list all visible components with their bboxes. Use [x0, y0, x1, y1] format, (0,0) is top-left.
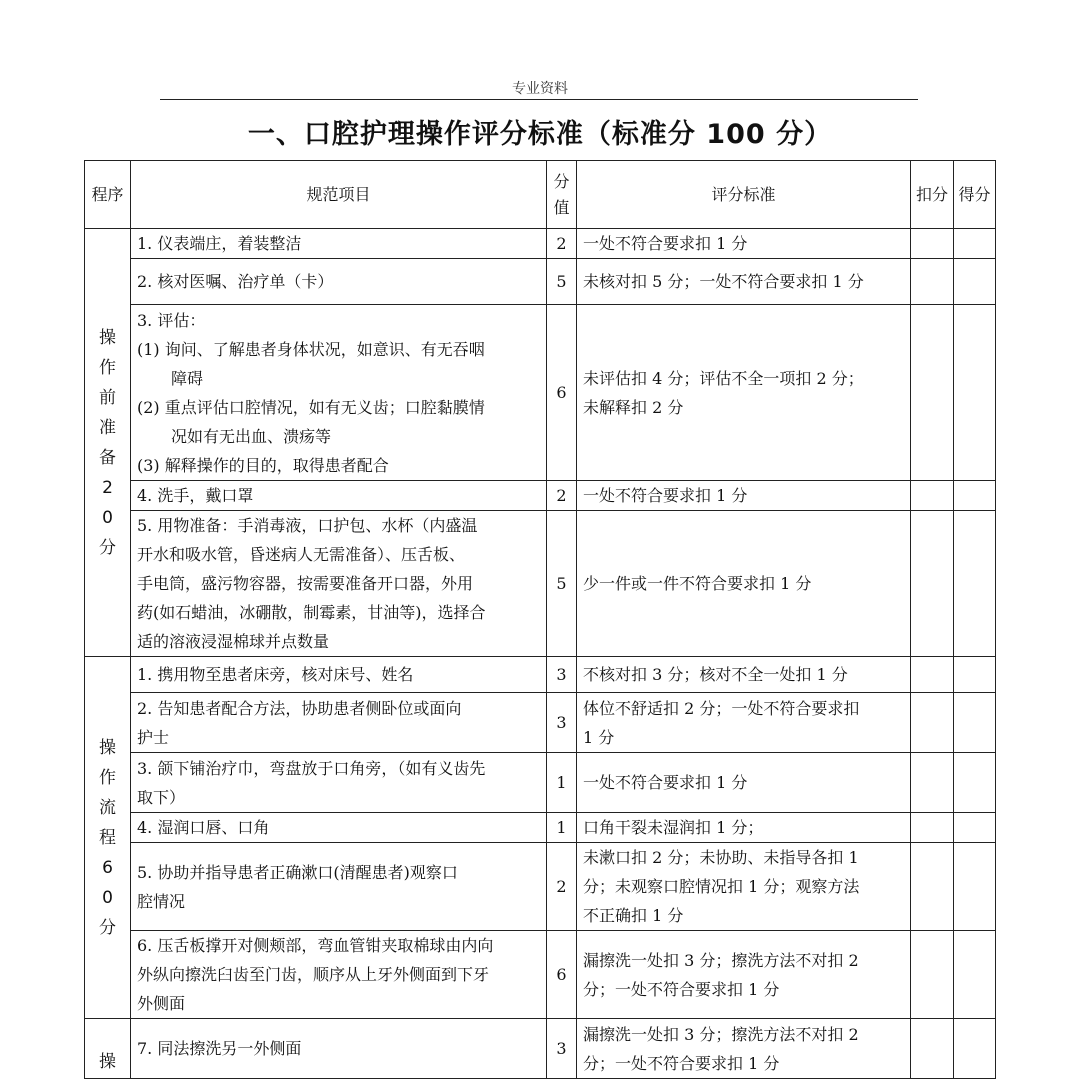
earned-cell[interactable] — [954, 657, 996, 693]
table-row — [85, 813, 996, 843]
score-cell: 3 — [547, 657, 577, 693]
criteria-text-line: 漏擦洗一处扣 3 分；擦洗方法不对扣 2 — [583, 1024, 859, 1044]
criteria-text-line: 口角干裂未湿润扣 1 分； — [583, 818, 764, 837]
item-text-line: 6. 压舌板撑开对侧颊部，弯血管钳夹取棉球由内向 — [137, 936, 494, 955]
earned-cell[interactable] — [954, 1019, 996, 1079]
item-text-line: 1. 携用物至患者床旁，核对床号、姓名 — [137, 665, 414, 684]
item-text-line: 外纵向擦洗臼齿至门齿，顺序从上牙外侧面到下牙 — [137, 965, 490, 984]
deduct-cell[interactable] — [911, 813, 954, 843]
table-header-row — [85, 161, 996, 229]
table-row — [85, 931, 996, 1019]
criteria-cell — [577, 657, 911, 693]
score-cell: 5 — [547, 259, 577, 305]
item-text-line: 4. 湿润口唇、口角 — [137, 818, 270, 837]
earned-cell[interactable] — [954, 511, 996, 657]
item-cell — [131, 481, 547, 511]
table-row — [85, 511, 996, 657]
criteria-text-line: 一处不符合要求扣 1 分 — [583, 234, 748, 253]
item-text-line: 4. 洗手，戴口罩 — [137, 486, 254, 505]
criteria-cell — [577, 931, 911, 1019]
criteria-text-line: 1 分 — [583, 727, 615, 747]
item-text-line: 适的溶液浸湿棉球并点数量 — [137, 632, 330, 651]
earned-cell[interactable] — [954, 813, 996, 843]
score-cell: 2 — [547, 229, 577, 259]
criteria-cell — [577, 259, 911, 305]
item-text-line: (2) 重点评估口腔情况，如有无义齿；口腔黏膜情 — [137, 397, 485, 417]
deduct-cell[interactable] — [911, 693, 954, 753]
deduct-cell[interactable] — [911, 511, 954, 657]
header-score-text: 分值 — [553, 171, 570, 217]
deduct-cell[interactable] — [911, 843, 954, 931]
header-deduct: 扣分 — [911, 161, 954, 229]
criteria-text-line: 未漱口扣 2 分；未协助、未指导各扣 1 — [583, 848, 859, 867]
item-text-line: 5. 协助并指导患者正确漱口(清醒患者)观察口 — [137, 862, 458, 882]
header-divider — [160, 99, 918, 100]
deduct-cell[interactable] — [911, 481, 954, 511]
item-text-line: (3) 解释操作的目的，取得患者配合 — [137, 455, 389, 475]
table-body — [85, 229, 996, 1079]
criteria-text-line: 分；一处不符合要求扣 1 分 — [583, 1053, 780, 1073]
stage-cell — [85, 229, 131, 657]
earned-cell[interactable] — [954, 305, 996, 481]
item-text-line: 2. 告知患者配合方法，协助患者侧卧位或面向 — [137, 698, 462, 718]
criteria-text-line: 不正确扣 1 分 — [583, 906, 684, 925]
item-text-line: 7. 同法擦洗另一外侧面 — [137, 1039, 302, 1058]
item-text-line: 1. 仪表端庄，着装整洁 — [137, 234, 302, 253]
item-cell — [131, 753, 547, 813]
criteria-cell — [577, 693, 911, 753]
item-cell — [131, 931, 547, 1019]
criteria-cell — [577, 305, 911, 481]
criteria-text-line: 少一件或一件不符合要求扣 1 分 — [583, 574, 812, 593]
item-cell — [131, 511, 547, 657]
item-text-line: 取下） — [137, 787, 186, 807]
table-row — [85, 843, 996, 931]
criteria-cell — [577, 229, 911, 259]
header-items: 规范项目 — [131, 161, 547, 229]
criteria-cell — [577, 843, 911, 931]
stage-cell — [85, 1019, 131, 1079]
item-text-line: 况如有无出血、溃疡等 — [171, 426, 332, 446]
item-text-line: 3. 评估： — [137, 310, 206, 330]
criteria-text-line: 分；一处不符合要求扣 1 分 — [583, 979, 780, 999]
deduct-cell[interactable] — [911, 305, 954, 481]
score-cell: 6 — [547, 305, 577, 481]
table-row — [85, 259, 996, 305]
item-text-line: 开水和吸水管，昏迷病人无需准备）、压舌板、 — [137, 545, 466, 564]
deduct-cell[interactable] — [911, 931, 954, 1019]
item-cell — [131, 259, 547, 305]
criteria-text-line: 漏擦洗一处扣 3 分；擦洗方法不对扣 2 — [583, 950, 859, 970]
table-row — [85, 753, 996, 813]
earned-cell[interactable] — [954, 693, 996, 753]
table-row — [85, 693, 996, 753]
criteria-text-line: 不核对扣 3 分；核对不全一处扣 1 分 — [583, 665, 848, 684]
criteria-cell — [577, 753, 911, 813]
earned-cell[interactable] — [954, 481, 996, 511]
item-cell — [131, 305, 547, 481]
criteria-text-line: 体位不舒适扣 2 分；一处不符合要求扣 — [583, 698, 860, 718]
criteria-cell — [577, 481, 911, 511]
score-cell: 2 — [547, 481, 577, 511]
page-header-label: 专业资料 — [512, 81, 568, 97]
criteria-text-line: 分；未观察口腔情况扣 1 分；观察方法 — [583, 877, 860, 896]
deduct-cell[interactable] — [911, 229, 954, 259]
deduct-cell[interactable] — [911, 657, 954, 693]
deduct-cell[interactable] — [911, 753, 954, 813]
earned-cell[interactable] — [954, 753, 996, 813]
criteria-cell — [577, 511, 911, 657]
item-cell — [131, 693, 547, 753]
score-cell: 1 — [547, 753, 577, 813]
score-cell: 5 — [547, 511, 577, 657]
item-cell — [131, 1019, 547, 1079]
item-text-line: 外侧面 — [137, 994, 186, 1013]
item-cell — [131, 813, 547, 843]
stage-label: 操作前准备20分 — [99, 327, 116, 558]
score-cell: 2 — [547, 843, 577, 931]
item-text-line: 3. 颌下铺治疗巾，弯盘放于口角旁，（如有义齿先 — [137, 758, 486, 778]
item-text-line: 手电筒，盛污物容器，按需要准备开口器，外用 — [137, 574, 474, 593]
score-cell: 1 — [547, 813, 577, 843]
criteria-cell — [577, 813, 911, 843]
header-procedure: 程序 — [85, 161, 131, 229]
item-text-line: 护士 — [137, 727, 170, 747]
item-text-line: 药(如石蜡油，冰硼散，制霉素，甘油等)，选择合 — [137, 603, 486, 622]
criteria-text-line: 未评估扣 4 分；评估不全一项扣 2 分； — [583, 368, 864, 388]
table-row — [85, 229, 996, 259]
criteria-text-line: 一处不符合要求扣 1 分 — [583, 486, 748, 505]
stage-label: 操 — [99, 1052, 116, 1072]
earned-cell[interactable] — [954, 931, 996, 1019]
item-text-line: 2. 核对医嘱、治疗单（卡） — [137, 272, 334, 291]
scoring-table — [84, 160, 996, 1079]
earned-cell[interactable] — [954, 843, 996, 931]
stage-cell — [85, 657, 131, 1019]
criteria-text-line: 一处不符合要求扣 1 分 — [583, 773, 748, 792]
stage-label: 操作流程60分 — [99, 737, 116, 938]
criteria-text-line: 未核对扣 5 分；一处不符合要求扣 1 分 — [583, 272, 864, 291]
earned-cell[interactable] — [954, 259, 996, 305]
item-text-line: 障碍 — [171, 368, 204, 388]
item-text-line: 腔情况 — [137, 891, 186, 911]
score-cell: 3 — [547, 1019, 577, 1079]
table-row — [85, 1019, 996, 1079]
header-criteria: 评分标准 — [577, 161, 911, 229]
earned-cell[interactable] — [954, 229, 996, 259]
table-row — [85, 481, 996, 511]
table-row — [85, 657, 996, 693]
table-row — [85, 305, 996, 481]
deduct-cell[interactable] — [911, 259, 954, 305]
document-title: 一、口腔护理操作评分标准（标准分 100 分） — [247, 119, 833, 150]
criteria-cell — [577, 1019, 911, 1079]
deduct-cell[interactable] — [911, 1019, 954, 1079]
header-earned: 得分 — [954, 161, 996, 229]
header-score — [547, 161, 577, 229]
item-cell — [131, 229, 547, 259]
score-cell: 3 — [547, 693, 577, 753]
item-cell — [131, 843, 547, 931]
item-text-line: 5. 用物准备：手消毒液，口护包、水杯（内盛温 — [137, 516, 478, 535]
item-cell — [131, 657, 547, 693]
item-text-line: (1) 询问、了解患者身体状况，如意识、有无吞咽 — [137, 339, 485, 359]
score-cell: 6 — [547, 931, 577, 1019]
criteria-text-line: 未解释扣 2 分 — [583, 397, 684, 417]
